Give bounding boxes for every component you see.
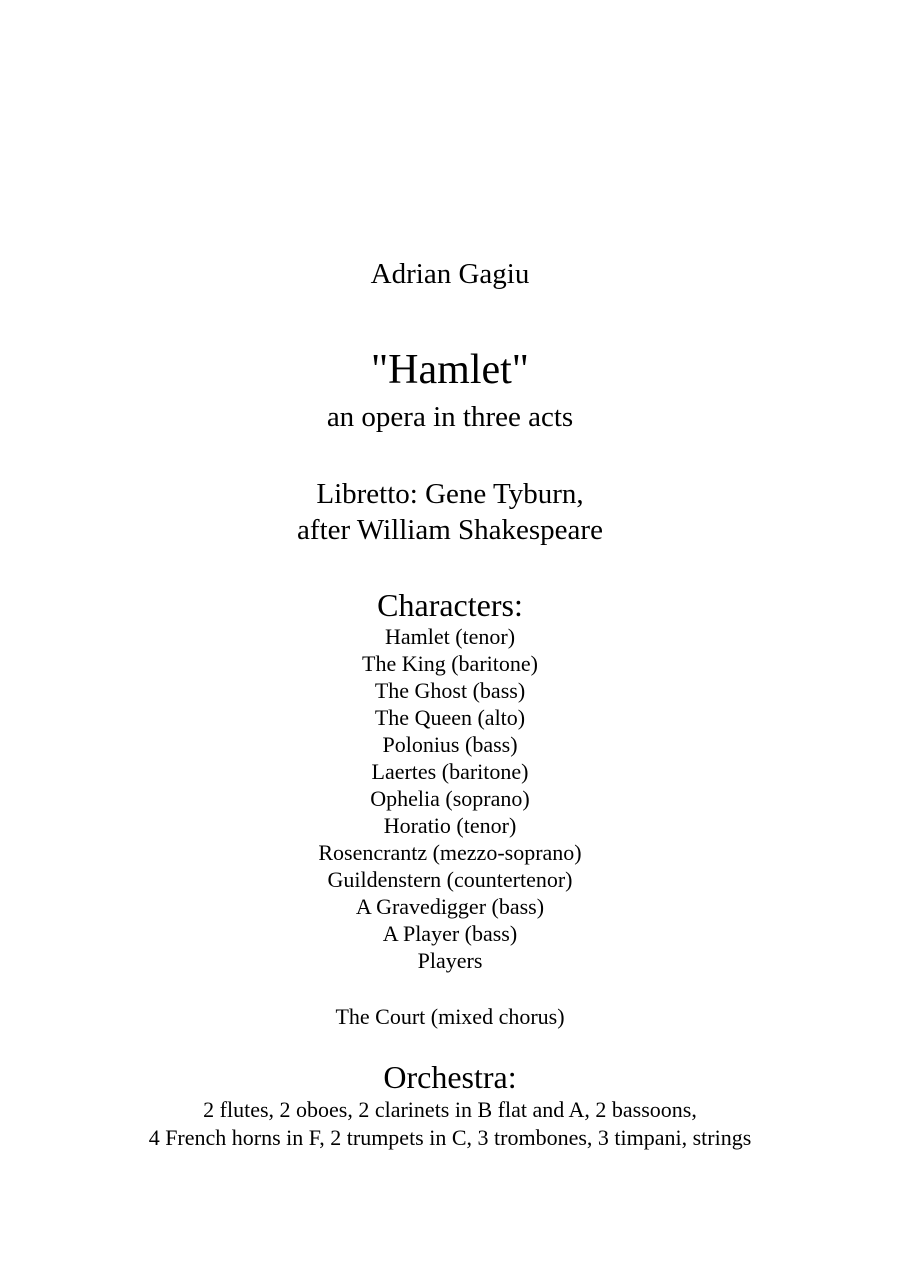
- character-item: Laertes (baritone): [371, 759, 529, 784]
- character-item: Horatio (tenor): [383, 813, 517, 838]
- libretto-line-1: Libretto: Gene Tyburn,: [316, 478, 584, 510]
- opera-title: "Hamlet": [371, 347, 529, 393]
- libretto-line-2: after William Shakespeare: [297, 514, 603, 546]
- character-item: The Queen (alto): [374, 705, 526, 730]
- character-item: Rosencrantz (mezzo-soprano): [318, 840, 582, 865]
- orchestra-heading: Orchestra:: [383, 1059, 517, 1095]
- characters-heading: Characters:: [377, 587, 523, 623]
- orchestra-line-2: 4 French horns in F, 2 trumpets in C, 3 trombones, 3 timpani, strings: [148, 1125, 752, 1150]
- opera-subtitle: an opera in three acts: [326, 401, 574, 433]
- character-item: The King (baritone): [362, 651, 538, 676]
- character-item: Guildenstern (countertenor): [327, 867, 573, 892]
- libretto-credit: [0, 476, 900, 548]
- chorus-entry: The Court (mixed chorus): [335, 1004, 565, 1029]
- composer-name: Adrian Gagiu: [370, 258, 530, 290]
- orchestra-instrumentation: [0, 1096, 900, 1152]
- character-item: Ophelia (soprano): [370, 786, 530, 811]
- character-list: [0, 623, 900, 974]
- character-item: Players: [417, 948, 483, 973]
- character-item: The Ghost (bass): [374, 678, 526, 703]
- character-item: Polonius (bass): [382, 732, 518, 757]
- orchestra-line-1: 2 flutes, 2 oboes, 2 clarinets in B flat and A, 2 bassoons,: [203, 1097, 697, 1122]
- character-item: Hamlet (tenor): [384, 624, 516, 649]
- character-item: A Player (bass): [382, 921, 518, 946]
- character-item: A Gravedigger (bass): [355, 894, 545, 919]
